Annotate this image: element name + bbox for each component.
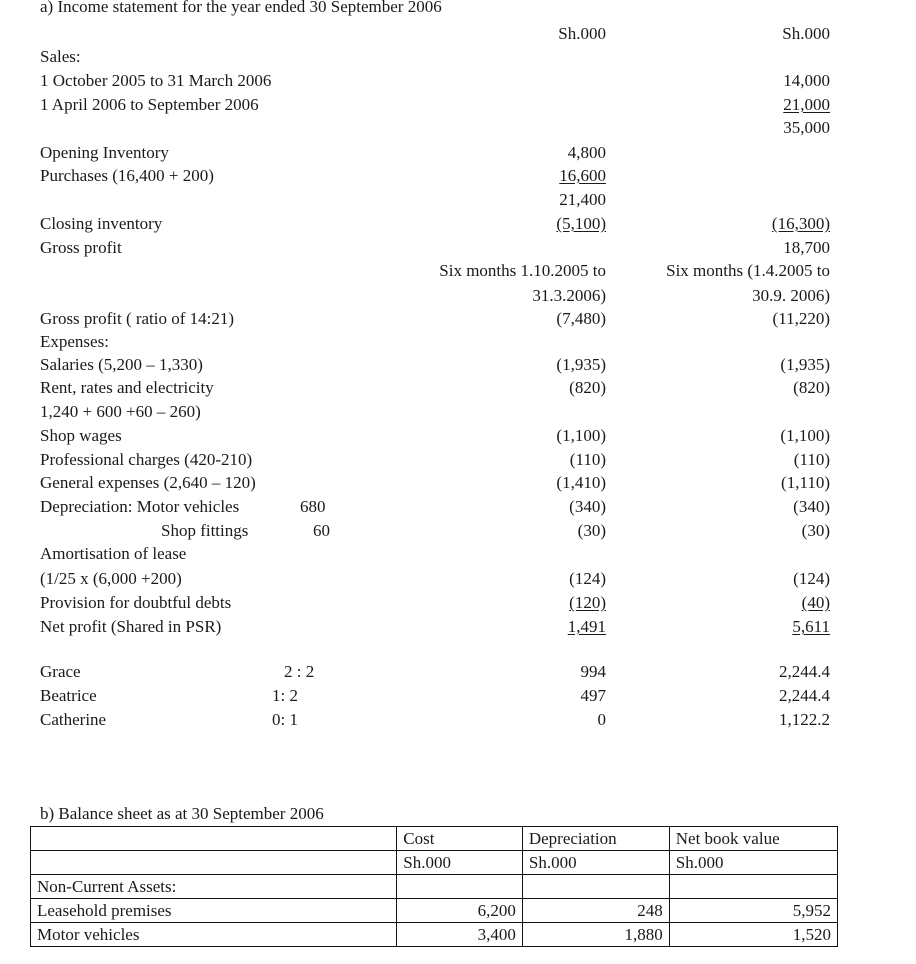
income-heading: a) Income statement for the year ended 30 September 2006 <box>40 0 442 16</box>
shop-fittings-col1: (30) <box>577 521 606 540</box>
asset-depreciation: 248 <box>522 899 669 923</box>
partner-name: Beatrice <box>40 686 97 705</box>
period1-line1: Six months 1.10.2005 to <box>439 261 606 280</box>
general-col1: (1,410) <box>556 473 606 492</box>
table-row <box>31 899 838 923</box>
shop-fittings-amount: 60 <box>313 521 330 540</box>
partner-ratio: 2 : 2 <box>284 662 315 681</box>
amortisation-calc-label: (1/25 x (6,000 +200) <box>40 569 182 588</box>
purchases-label: Purchases (16,400 + 200) <box>40 166 214 185</box>
general-col2: (1,110) <box>781 473 830 492</box>
net-profit-col1: 1,491 <box>567 617 606 636</box>
table-section-row <box>31 875 838 899</box>
partner-col1: 0 <box>597 710 606 729</box>
closing-inventory-value: (5,100) <box>556 214 606 233</box>
professional-col2: (110) <box>793 450 830 469</box>
depreciation-header: Depreciation <box>522 827 669 851</box>
nbv-header: Net book value <box>669 827 837 851</box>
sales-p1-value: 14,000 <box>783 71 830 90</box>
sales-total: 35,000 <box>783 118 830 137</box>
table-units-row <box>31 851 838 875</box>
purchases-value: 16,600 <box>559 166 606 185</box>
closing-inventory-label: Closing inventory <box>40 214 163 233</box>
professional-col1: (110) <box>569 450 606 469</box>
rent-col2: (820) <box>793 378 830 397</box>
rent-col1: (820) <box>569 378 606 397</box>
shop-wages-label: Shop wages <box>40 426 122 445</box>
gross-profit-value: 18,700 <box>783 238 830 257</box>
asset-nbv: 1,520 <box>669 923 837 947</box>
depreciation-unit: Sh.000 <box>522 851 669 875</box>
cost-unit: Sh.000 <box>397 851 523 875</box>
salaries-label: Salaries (5,200 – 1,330) <box>40 355 203 374</box>
partner-col2: 1,122.2 <box>779 710 830 729</box>
section-label: Non-Current Assets: <box>31 875 397 899</box>
subtotal-value: 21,400 <box>559 190 606 209</box>
partner-col1: 497 <box>580 686 606 705</box>
partner-ratio: 1: 2 <box>272 686 298 705</box>
table-header-row <box>31 827 838 851</box>
balance-heading: b) Balance sheet as at 30 September 2006 <box>40 804 324 823</box>
gp-ratio-col2: (11,220) <box>772 309 830 328</box>
period2-line1: Six months (1.4.2005 to <box>666 261 830 280</box>
gp-ratio-col1: (7,480) <box>556 309 606 328</box>
asset-depreciation: 1,880 <box>522 923 669 947</box>
shop-wages-col1: (1,100) <box>556 426 606 445</box>
shop-fittings-col2: (30) <box>801 521 830 540</box>
asset-nbv: 5,952 <box>669 899 837 923</box>
table-cell <box>522 875 669 899</box>
rent-calc-label: 1,240 + 600 +60 – 260) <box>40 402 201 421</box>
partner-name: Grace <box>40 662 81 681</box>
cost-of-sales-value: (16,300) <box>771 214 830 233</box>
opening-inventory-value: 4,800 <box>567 143 606 162</box>
amortisation-col2: (124) <box>793 569 830 588</box>
sales-label: Sales: <box>40 47 81 66</box>
sales-p2-label: 1 April 2006 to September 2006 <box>40 95 259 114</box>
depreciation-mv-col1: (340) <box>569 497 606 516</box>
partner-col2: 2,244.4 <box>779 686 830 705</box>
asset-cost: 3,400 <box>397 923 523 947</box>
net-profit-col2: 5,611 <box>792 617 830 636</box>
opening-inventory-label: Opening Inventory <box>40 143 169 162</box>
rent-label: Rent, rates and electricity <box>40 378 214 397</box>
amortisation-col1: (124) <box>569 569 606 588</box>
provision-col1: (120) <box>569 593 606 612</box>
table-cell <box>669 875 837 899</box>
gross-profit-label: Gross profit <box>40 238 122 257</box>
depreciation-mv-col2: (340) <box>793 497 830 516</box>
table-cell <box>31 851 397 875</box>
nbv-unit: Sh.000 <box>669 851 837 875</box>
gp-ratio-label: Gross profit ( ratio of 14:21) <box>40 309 235 328</box>
shop-fittings-label: Shop fittings <box>161 521 249 540</box>
depreciation-mv-amount: 680 <box>300 497 326 516</box>
asset-cost: 6,200 <box>397 899 523 923</box>
sales-p2-value: 21,000 <box>783 95 830 114</box>
col1-header: Sh.000 <box>558 24 606 43</box>
asset-label: Motor vehicles <box>31 923 397 947</box>
table-row <box>31 923 838 947</box>
col2-header: Sh.000 <box>782 24 830 43</box>
provision-col2: (40) <box>801 593 830 612</box>
general-label: General expenses (2,640 – 120) <box>40 473 256 492</box>
partner-col2: 2,244.4 <box>779 662 830 681</box>
net-profit-label: Net profit (Shared in PSR) <box>40 617 222 636</box>
table-cell <box>31 827 397 851</box>
table-cell <box>397 875 523 899</box>
salaries-col2: (1,935) <box>780 355 830 374</box>
period1-line2: 31.3.2006) <box>532 286 606 305</box>
asset-label: Leasehold premises <box>31 899 397 923</box>
partner-name: Catherine <box>40 710 107 729</box>
balance-sheet-table <box>30 826 838 947</box>
expenses-label: Expenses: <box>40 332 109 351</box>
sales-p1-label: 1 October 2005 to 31 March 2006 <box>40 71 272 90</box>
depreciation-label: Depreciation: Motor vehicles <box>40 497 240 516</box>
period2-line2: 30.9. 2006) <box>752 286 830 305</box>
partner-ratio: 0: 1 <box>272 710 298 729</box>
shop-wages-col2: (1,100) <box>780 426 830 445</box>
salaries-col1: (1,935) <box>556 355 606 374</box>
cost-header: Cost <box>397 827 523 851</box>
partner-col1: 994 <box>580 662 606 681</box>
amortisation-label: Amortisation of lease <box>40 544 187 563</box>
provision-label: Provision for doubtful debts <box>40 593 232 612</box>
professional-label: Professional charges (420-210) <box>40 450 253 469</box>
